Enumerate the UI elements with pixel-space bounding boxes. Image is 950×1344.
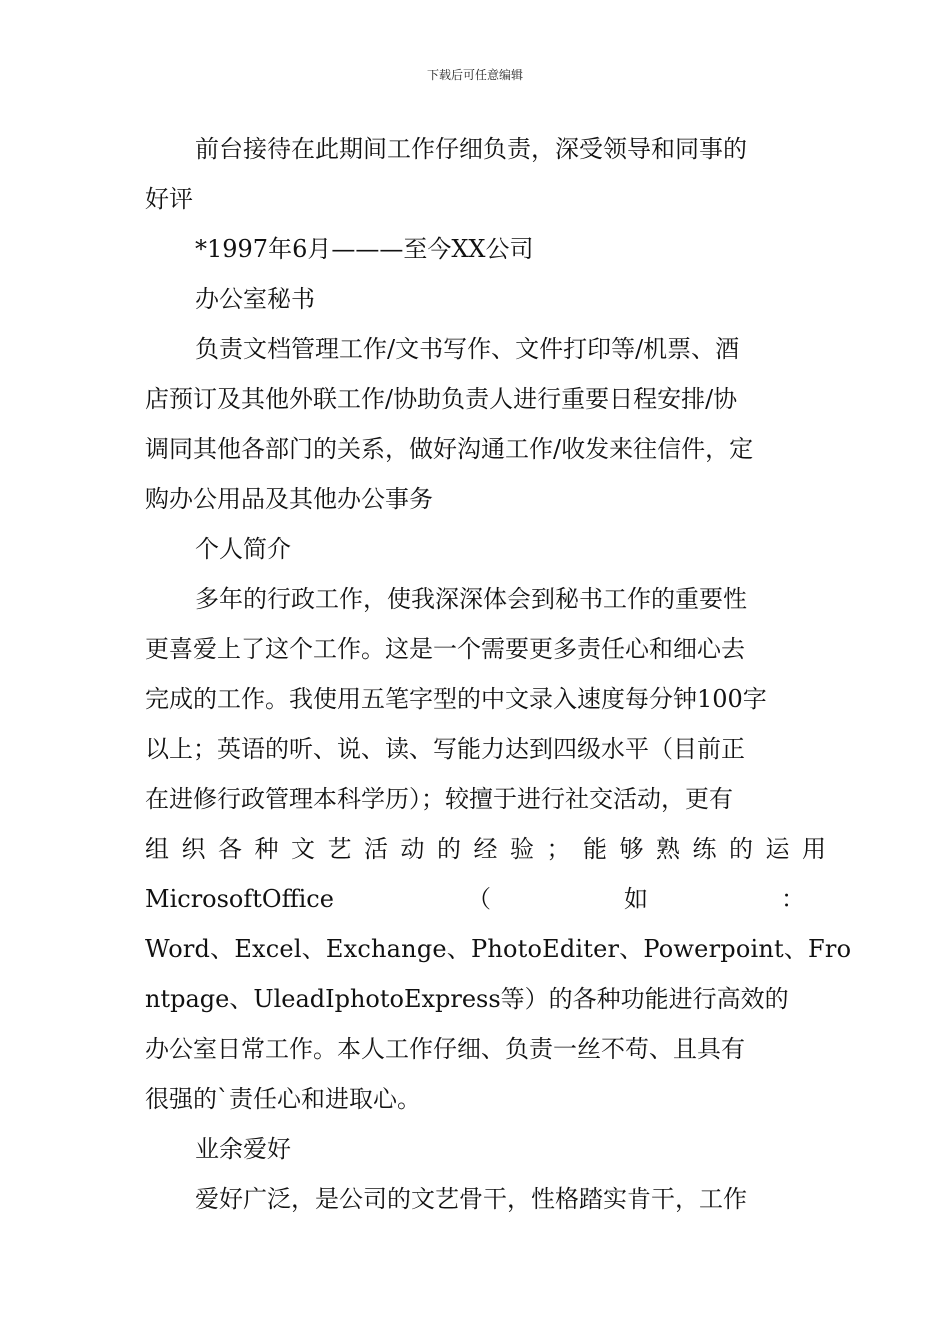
page-header: 下载后可任意编辑 xyxy=(426,68,523,82)
text-line: 好评 xyxy=(145,185,193,213)
text-line: 前台接待在此期间工作仔细负责，深受领导和同事的 xyxy=(195,135,747,163)
text-line: 以上；英语的听、说、读、写能力达到四级水平（目前正 xyxy=(145,735,745,763)
text-line-justified xyxy=(145,884,805,914)
text-line: 调同其他各部门的关系，做好沟通工作/收发来往信件，定 xyxy=(145,435,754,463)
section-heading: 办公室秘书 xyxy=(195,285,315,313)
text-fragment: ： xyxy=(781,885,805,913)
section-heading: 个人简介 xyxy=(195,535,291,563)
text-line: 组织各种文艺活动的经验；能够熟练的运用 xyxy=(145,835,839,863)
text-line: 完成的工作。我使用五笔字型的中文录入速度每分钟100字 xyxy=(145,685,767,713)
text-line: 更喜爱上了这个工作。这是一个需要更多责任心和细心去 xyxy=(145,635,745,663)
text-line: 购办公用品及其他办公事务 xyxy=(145,485,433,513)
text-line: 负责文档管理工作/文书写作、文件打印等/机票、酒 xyxy=(195,335,740,363)
text-line: 办公室日常工作。本人工作仔细、负责一丝不苟、且具有 xyxy=(145,1035,745,1063)
text-fragment: 如 xyxy=(623,885,648,913)
text-fragment: （ xyxy=(466,885,491,913)
text-line: 爱好广泛，是公司的文艺骨干，性格踏实肯干，工作 xyxy=(195,1185,747,1213)
text-line: Word、Excel、Exchange、PhotoEditer、Powerpoint、Fro xyxy=(145,935,852,963)
text-line: 多年的行政工作，使我深深体会到秘书工作的重要性 xyxy=(195,585,747,613)
text-line: 在进修行政管理本科学历）；较擅于进行社交活动，更有 xyxy=(145,785,733,813)
text-fragment: MicrosoftOffice xyxy=(145,885,334,913)
text-line: *1997年6月———至今XX公司 xyxy=(195,235,534,263)
text-line: 很强的`责任心和进取心。 xyxy=(145,1085,421,1113)
text-line: ntpage、UleadIphotoExpress等）的各种功能进行高效的 xyxy=(145,985,789,1013)
text-line: 店预订及其他外联工作/协助负责人进行重要日程安排/协 xyxy=(145,385,738,413)
section-heading: 业余爱好 xyxy=(195,1135,291,1163)
